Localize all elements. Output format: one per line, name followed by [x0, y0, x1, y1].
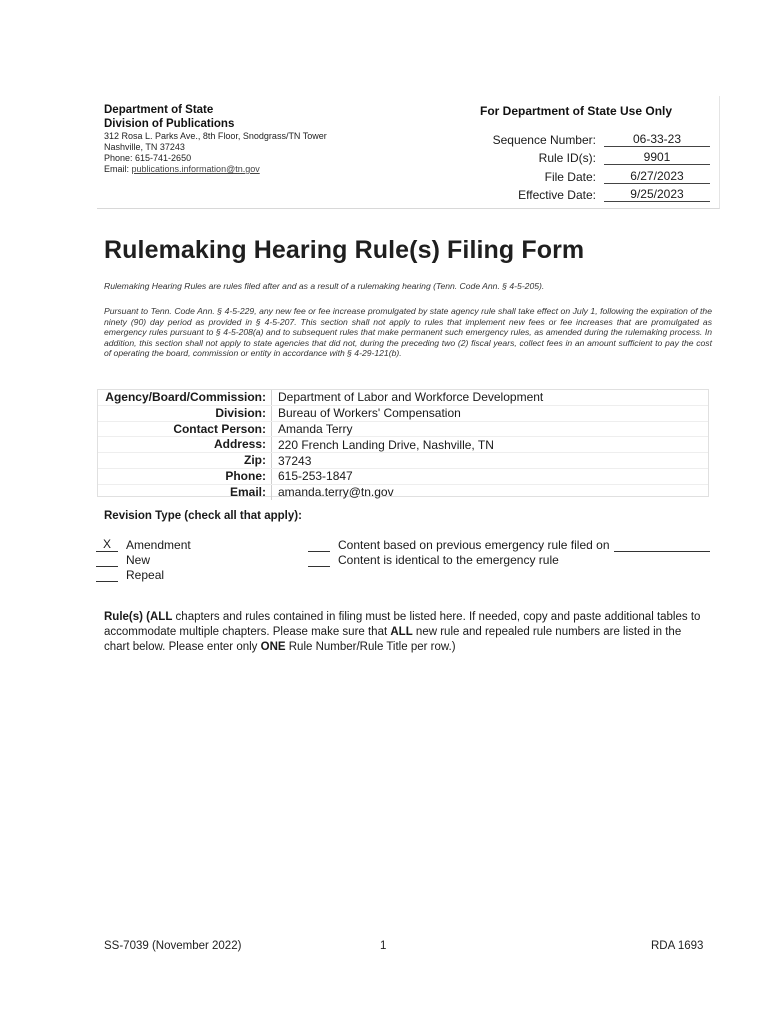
address-row — [98, 437, 708, 453]
phone-value: 615-253-1847 — [278, 469, 353, 484]
division-value: Bureau of Workers' Compensation — [278, 406, 461, 421]
zip-label: Zip: — [98, 453, 272, 468]
field-label: Sequence Number: — [492, 132, 596, 147]
phone-label: Phone: — [98, 469, 272, 484]
one-emphasis: ONE — [260, 641, 286, 653]
checkbox-blank[interactable] — [308, 553, 330, 567]
effective-date-row — [440, 184, 710, 203]
footer-page-number: 1 — [380, 940, 387, 952]
rules-text: new rule and repealed rule numbers are listed in the chart below. Please enter only — [104, 626, 682, 653]
rules-text: chapters and rules contained in filing must be listed here. If needed, copy and paste additional tables to accommodate multiple chapters. Please make sure that — [104, 611, 701, 638]
all-emphasis: ALL — [390, 626, 413, 638]
division-name: Division of Publications — [104, 118, 235, 130]
revision-right-options — [308, 537, 710, 567]
rules-text: Rule Number/Rule Title per row.) — [285, 641, 456, 653]
option-label: Amendment — [126, 538, 191, 552]
dept-name: Department of State — [104, 104, 214, 116]
emergency-filed-date-field[interactable] — [614, 538, 710, 552]
dept-phone: Phone: 615-741-2650 — [104, 153, 192, 163]
address-line-1: 312 Rosa L. Parks Ave., 8th Floor, Snodgrass/TN Tower — [104, 131, 327, 141]
checkbox-blank[interactable] — [96, 568, 118, 582]
agency-info-table — [97, 389, 709, 500]
checkbox-blank[interactable]: X — [96, 538, 118, 552]
rules-instructions — [104, 610, 704, 655]
contact-row — [98, 422, 708, 438]
use-only-heading: For Department of State Use Only — [480, 104, 673, 118]
field-label: File Date: — [544, 169, 596, 184]
phone-row — [98, 469, 708, 485]
option-label: New — [126, 553, 151, 567]
address-value: 220 French Landing Drive, Nashville, TN — [278, 437, 494, 452]
file-date-row — [440, 165, 710, 184]
footer-form-number: SS-7039 (November 2022) — [104, 940, 242, 952]
dept-email-label: Email: — [104, 164, 132, 174]
form-title: Rulemaking Hearing Rule(s) Filing Form — [104, 236, 585, 264]
all-emphasis: ALL — [150, 611, 173, 623]
field-value: 9/25/2023 — [604, 187, 710, 202]
checkbox-blank[interactable] — [96, 553, 118, 567]
revision-option-emergency-identical — [308, 552, 710, 567]
rule-id-row — [440, 147, 710, 166]
checkbox-blank[interactable] — [308, 538, 330, 552]
fee-notice-paragraph: Pursuant to Tenn. Code Ann. § 4-5-229, any new fee or fee increase promulgated by state agency rule shall take effect on July 1, following the expiration of the ninety (90) day period as provided in § 4-5-207. This section shall not apply to rules that implement new fees or fee increases that are promulgated as emergency rules pursuant to § 4-5-208(a) and to subsequent rules that make permanent such emergency rules, as amended during the rulemaking process. In addition, this section shall not apply to state agencies that did not, during the preceding two (2) fiscal years, collect fees in an amount sufficient to pay the cost of operating the board, commission or entity in accordance with § 4-29-121(b). — [104, 306, 712, 359]
division-label: Division: — [98, 406, 272, 421]
option-label: Content is identical to the emergency rule — [338, 553, 559, 567]
email-value: amanda.terry@tn.gov — [278, 485, 394, 500]
zip-value: 37243 — [278, 453, 312, 468]
agency-row — [98, 390, 708, 406]
revision-option-amendment — [96, 537, 191, 552]
footer-rda-number: RDA 1693 — [651, 940, 704, 952]
revision-option-emergency-based — [308, 537, 710, 552]
revision-option-new — [96, 552, 191, 567]
use-only-fields — [440, 128, 710, 202]
email-row — [98, 485, 708, 500]
revision-left-options — [96, 537, 191, 582]
contact-label: Contact Person: — [98, 422, 272, 437]
email-label: Email: — [98, 485, 272, 500]
field-value: 6/27/2023 — [604, 169, 710, 184]
division-row — [98, 406, 708, 422]
revision-option-repeal — [96, 567, 191, 582]
field-label: Rule ID(s): — [538, 151, 596, 165]
field-value: 06-33-23 — [604, 132, 710, 147]
dept-email-line — [104, 164, 327, 175]
agency-label: Agency/Board/Commission: — [98, 390, 272, 405]
dept-email-link[interactable]: publications.information@tn.gov — [131, 164, 260, 174]
option-label: Content based on previous emergency rule filed on — [338, 538, 610, 552]
zip-row — [98, 453, 708, 469]
address-label: Address: — [98, 437, 272, 452]
sequence-number-row — [440, 128, 710, 147]
rules-heading: Rule(s) ( — [104, 611, 150, 623]
contact-value: Amanda Terry — [278, 421, 353, 436]
address-line-2: Nashville, TN 37243 — [104, 142, 185, 152]
department-address-block — [104, 103, 327, 175]
revision-type-heading: Revision Type (check all that apply): — [104, 510, 302, 522]
field-value: 9901 — [604, 150, 710, 165]
agency-value: Department of Labor and Workforce Development — [278, 390, 544, 405]
option-label: Repeal — [126, 568, 165, 582]
field-label: Effective Date: — [518, 188, 596, 202]
form-subtitle: Rulemaking Hearing Rules are rules filed after and as a result of a rulemaking hearing (Tenn. Code Ann. § 4-5-205). — [104, 281, 545, 291]
